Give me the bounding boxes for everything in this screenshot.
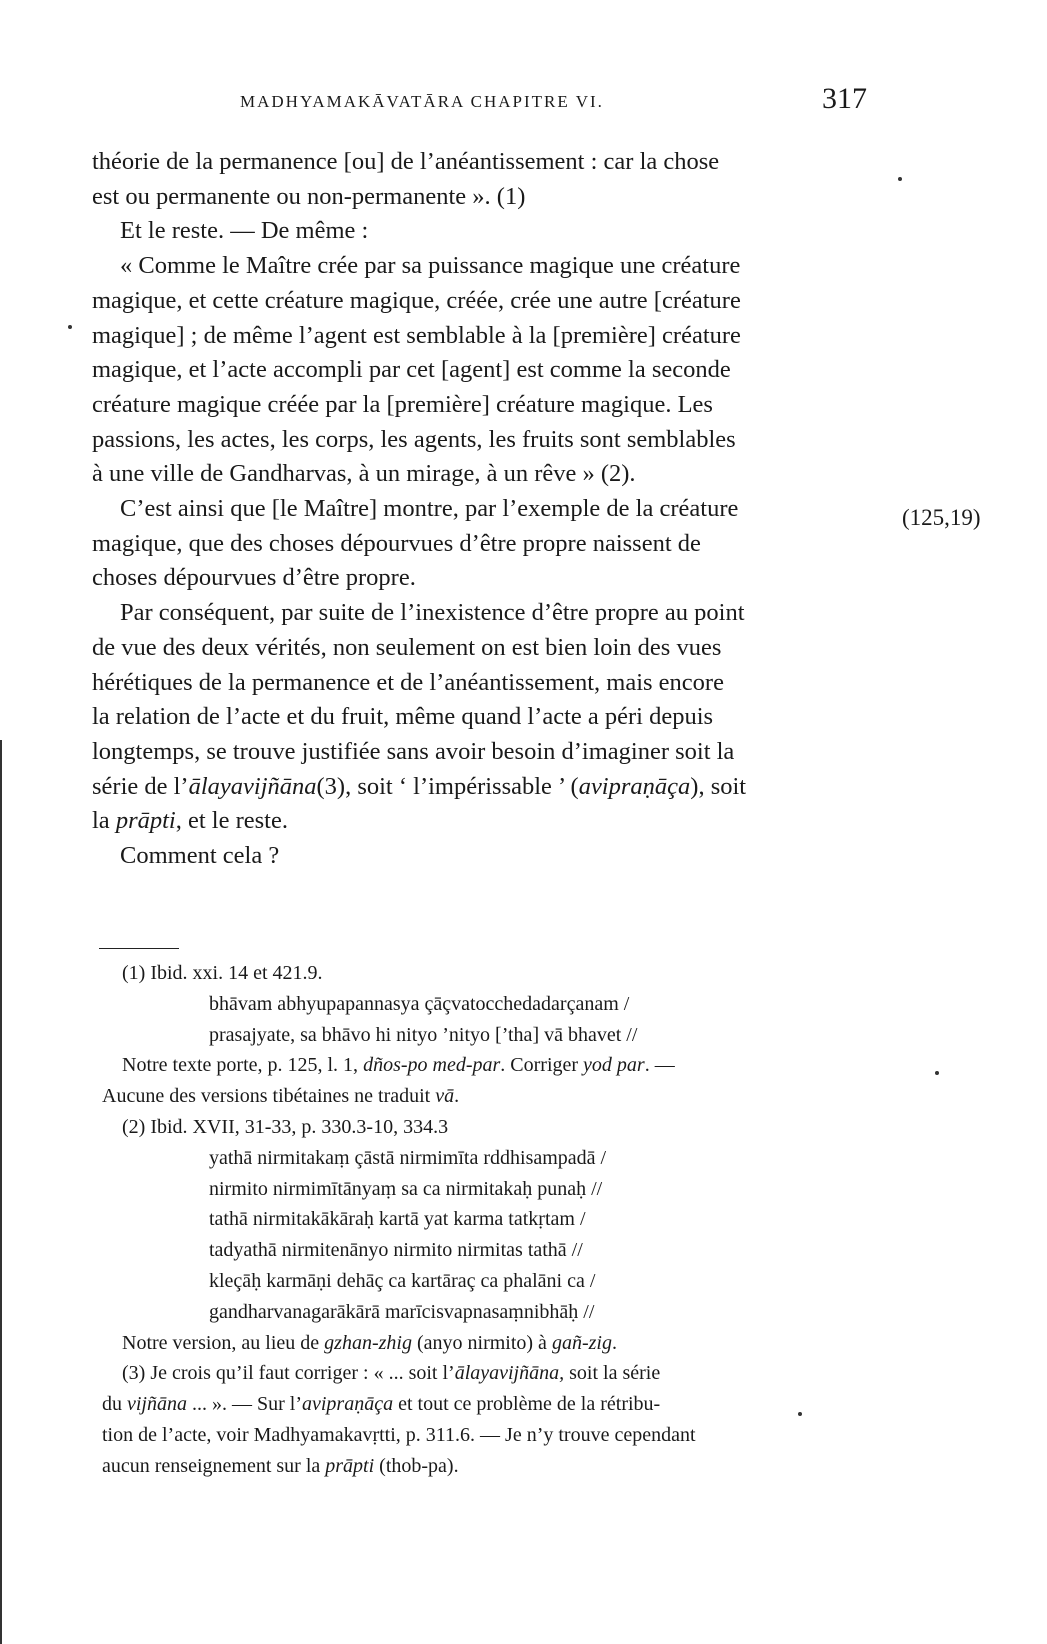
body-line: magique] ; de même l’agent est semblable à la [première] créature [92, 321, 741, 349]
body-line [92, 770, 882, 805]
note-fragment: . [611, 1331, 617, 1354]
body-fragment: ), soit [690, 772, 747, 800]
note-fragment: . — [644, 1054, 675, 1077]
note-italic: vā [435, 1085, 455, 1108]
speck-mark [935, 1071, 939, 1075]
note-italic: prāpti [325, 1454, 375, 1477]
note-fragment: soit la série [564, 1362, 661, 1385]
footnote-verse: bhāvam abhyupapannasya çāçvatocchedadarçanam / [209, 992, 630, 1015]
scan-edge-line [0, 740, 2, 1644]
note-fragment: du [102, 1393, 127, 1416]
term-alayavijnana: ālayavijñāna [188, 772, 317, 800]
margin-reference: (125,19) [902, 505, 981, 530]
note-fragment: et tout ce problème de la rétribu- [393, 1393, 661, 1416]
body-line: hérétiques de la permanence et de l’anéantissement, mais encore [92, 668, 724, 696]
note-italic: gañ-zig [551, 1331, 612, 1354]
body-line: Et le reste. — De même : [120, 217, 369, 245]
note-fragment: Notre texte porte, p. 125, l. 1, [122, 1054, 364, 1077]
note-fragment: (anyo nirmito) à [411, 1331, 552, 1354]
body-line: créature magique créée par la [première] créature magique. Les [92, 390, 713, 418]
body-line: choses dépourvues d’être propre. [92, 564, 416, 592]
footnote-3-line [102, 1358, 892, 1389]
body-line: à une ville de Gandharvas, à un mirage, à un rêve » (2). [92, 460, 636, 488]
body-line: théorie de la permanence [ou] de l’anéantissement : car la chose [92, 148, 720, 175]
body-line: Comment cela ? [120, 842, 280, 870]
note-fragment: Notre version, au lieu de [122, 1331, 325, 1354]
footnote-verse: nirmito nirmimītānyaṃ sa ca nirmitakaḥ punaḥ // [209, 1177, 603, 1200]
footnote-line [102, 1451, 892, 1482]
footnote-verse: kleçāḥ karmāṇi dehāç ca kartāraç ca phalāni ca / [209, 1269, 596, 1292]
body-fragment: série de l’ [92, 772, 189, 800]
note-fragment: Aucune des versions tibétaines ne traduit [102, 1085, 436, 1108]
note-fragment: (thob-pa). [374, 1454, 459, 1477]
note-fragment: aucun renseignement sur la [102, 1454, 326, 1477]
body-line: magique, et cette créature magique, créée, crée une autre [créature [92, 286, 741, 314]
body-line [92, 804, 882, 839]
note-italic: yod par [583, 1054, 645, 1077]
body-line: Par conséquent, par suite de l’inexistence d’être propre au point [120, 599, 745, 627]
speck-mark [798, 1412, 802, 1416]
note-fragment: (3) Je crois qu’il faut corriger : « ... soit l’ [122, 1362, 455, 1385]
body-line: passions, les actes, les corps, les agents, les fruits sont semblables [92, 425, 736, 453]
footnote-line [102, 1328, 892, 1359]
footnote-line [102, 1081, 892, 1112]
body-line: longtemps, se trouve justifiée sans avoir besoin d’imaginer soit la [92, 737, 735, 765]
body-line: est ou permanente ou non-permanente ». (1) [92, 182, 526, 210]
term-prapti: prāpti [115, 807, 176, 835]
body-line: magique, et l’acte accompli par cet [agent] est comme la seconde [92, 356, 731, 384]
speck-mark [68, 325, 72, 329]
page-number: 317 [822, 82, 867, 115]
note-fragment: . Corriger [500, 1054, 584, 1077]
note-fragment: ... ». — Sur l’ [187, 1393, 302, 1416]
footnote-2-head: (2) Ibid. XVII, 31-33, p. 330.3-10, 334.3 [122, 1115, 449, 1138]
footnote-1-head: (1) Ibid. xxi. 14 et 421.9. [122, 962, 323, 984]
body-fragment: (3), soit ‘ l’impérissable ’ ( [316, 772, 579, 800]
body-line: « Comme le Maître crée par sa puissance magique une créature [120, 252, 741, 280]
note-italic: avipraṇāça [302, 1393, 394, 1416]
note-fragment: . [454, 1085, 460, 1108]
footnotes [102, 958, 892, 1482]
footnote-verse: prasajyate, sa bhāvo hi nityo ’nityo [’tha] vā bhavet // [209, 1023, 638, 1046]
footnote-line [102, 1389, 892, 1420]
footnote-verse: gandharvanagarākārā marīcisvapnasaṃnibhāḥ // [209, 1300, 595, 1323]
running-head: MADHYAMAKĀVATĀRA CHAPITRE VI. [240, 92, 604, 111]
footnote-verse: tathā nirmitakākāraḥ kartā yat karma tatkṛtam / [209, 1208, 586, 1231]
body-line: de vue des deux vérités, non seulement on est bien loin des vues [92, 633, 722, 661]
footnote-divider [99, 948, 179, 949]
footnote-verse: tadyathā nirmitenānyo nirmito nirmitas tathā // [209, 1239, 583, 1262]
speck-mark [898, 177, 902, 181]
term-avipranaca: avipraṇāça [578, 772, 691, 800]
note-italic: vijñāna [127, 1393, 187, 1416]
body-line: la relation de l’acte et du fruit, même quand l’acte a péri depuis [92, 703, 714, 731]
body-fragment: la [92, 807, 116, 835]
body-line: magique, que des choses dépourvues d’être propre naissent de [92, 529, 701, 557]
note-italic: gzhan-zhig [324, 1331, 412, 1354]
note-italic: dños-po med-par [363, 1054, 501, 1077]
note-italic: ālayavijñāna, [454, 1362, 565, 1385]
footnote-line: tion de l’acte, voir Madhyamakavṛtti, p. 311.6. — Je n’y trouve cependant [102, 1423, 696, 1446]
main-text [92, 145, 882, 874]
footnote-line [102, 1050, 892, 1081]
footnote-verse: yathā nirmitakaṃ çāstā nirmimīta rddhisampadā / [209, 1146, 607, 1169]
body-line: C’est ainsi que [le Maître] montre, par l’exemple de la créature [120, 495, 739, 523]
body-fragment: , et le reste. [175, 807, 288, 835]
